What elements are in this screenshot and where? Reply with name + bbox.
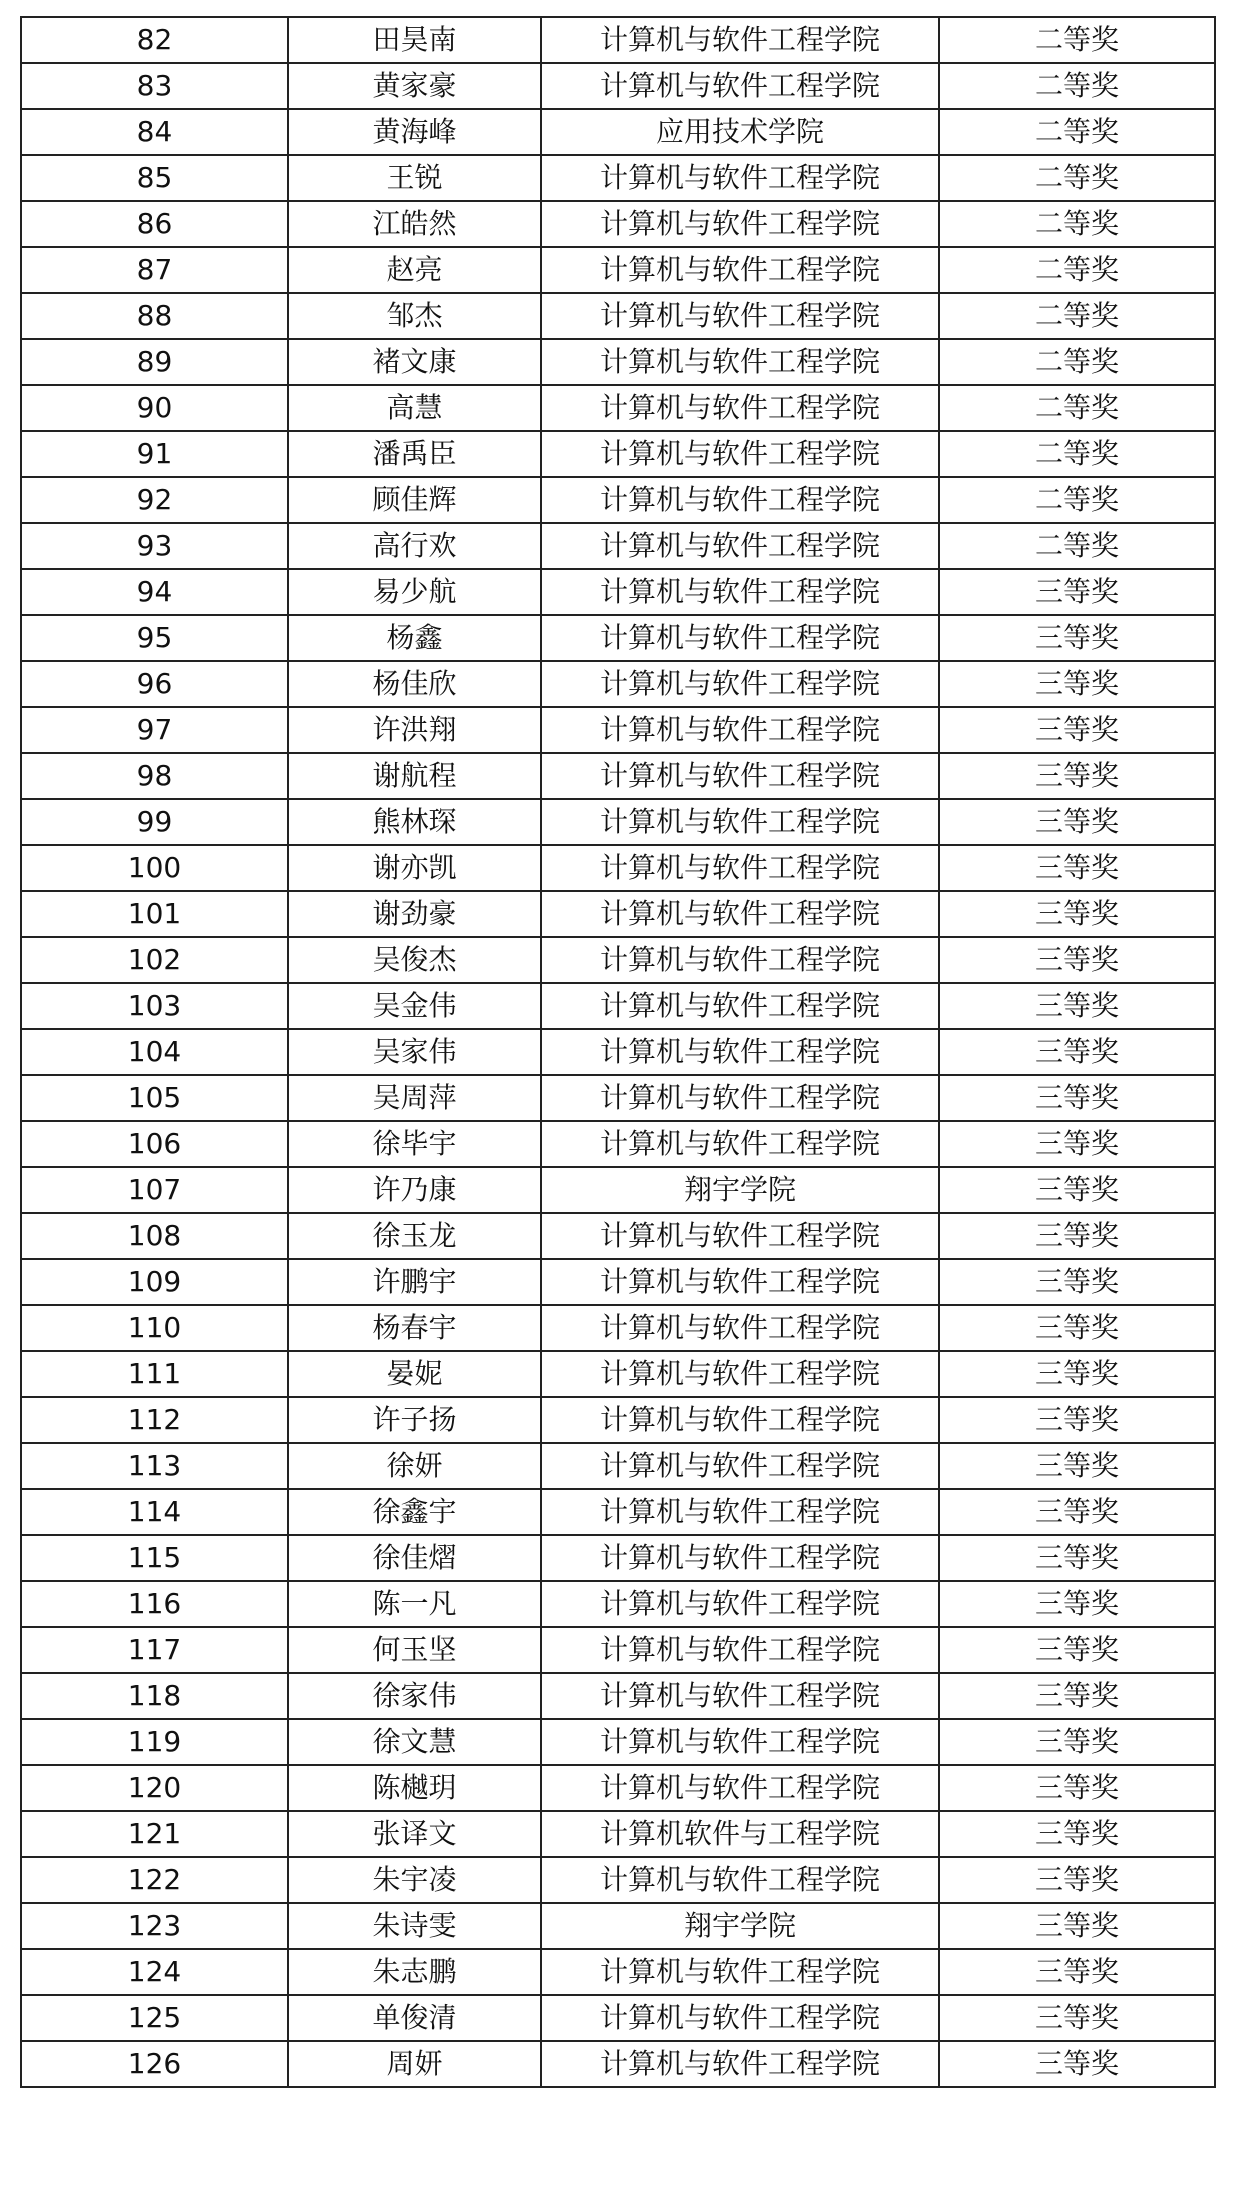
row-number-cell: 119 bbox=[21, 1719, 288, 1765]
award-level-cell: 二等奖 bbox=[939, 477, 1215, 523]
table-row bbox=[21, 1719, 1215, 1765]
award-level-cell: 二等奖 bbox=[939, 201, 1215, 247]
college-cell: 计算机与软件工程学院 bbox=[541, 1075, 939, 1121]
college-cell: 计算机与软件工程学院 bbox=[541, 247, 939, 293]
table-row bbox=[21, 1121, 1215, 1167]
college-cell: 计算机与软件工程学院 bbox=[541, 339, 939, 385]
award-level-cell: 二等奖 bbox=[939, 523, 1215, 569]
college-cell: 翔宇学院 bbox=[541, 1167, 939, 1213]
student-name-cell: 陈樾玥 bbox=[288, 1765, 541, 1811]
row-number-cell: 94 bbox=[21, 569, 288, 615]
college-cell: 应用技术学院 bbox=[541, 109, 939, 155]
student-name-cell: 吴周萍 bbox=[288, 1075, 541, 1121]
award-level-cell: 三等奖 bbox=[939, 1443, 1215, 1489]
table-row bbox=[21, 1259, 1215, 1305]
student-name-cell: 杨佳欣 bbox=[288, 661, 541, 707]
table-row bbox=[21, 477, 1215, 523]
row-number-cell: 113 bbox=[21, 1443, 288, 1489]
student-name-cell: 黄家豪 bbox=[288, 63, 541, 109]
college-cell: 计算机与软件工程学院 bbox=[541, 983, 939, 1029]
row-number-cell: 85 bbox=[21, 155, 288, 201]
college-cell: 计算机与软件工程学院 bbox=[541, 1397, 939, 1443]
table-row bbox=[21, 1167, 1215, 1213]
student-name-cell: 徐佳熠 bbox=[288, 1535, 541, 1581]
row-number-cell: 118 bbox=[21, 1673, 288, 1719]
award-level-cell: 三等奖 bbox=[939, 1397, 1215, 1443]
student-name-cell: 许洪翔 bbox=[288, 707, 541, 753]
award-level-cell: 二等奖 bbox=[939, 385, 1215, 431]
college-cell: 计算机与软件工程学院 bbox=[541, 799, 939, 845]
college-cell: 计算机与软件工程学院 bbox=[541, 17, 939, 63]
award-level-cell: 三等奖 bbox=[939, 983, 1215, 1029]
table-row bbox=[21, 753, 1215, 799]
student-name-cell: 何玉坚 bbox=[288, 1627, 541, 1673]
award-level-cell: 三等奖 bbox=[939, 1535, 1215, 1581]
row-number-cell: 89 bbox=[21, 339, 288, 385]
award-level-cell: 三等奖 bbox=[939, 1719, 1215, 1765]
award-level-cell: 三等奖 bbox=[939, 1305, 1215, 1351]
student-name-cell: 朱宇凌 bbox=[288, 1857, 541, 1903]
row-number-cell: 124 bbox=[21, 1949, 288, 1995]
award-level-cell: 三等奖 bbox=[939, 1903, 1215, 1949]
student-name-cell: 许乃康 bbox=[288, 1167, 541, 1213]
award-level-cell: 三等奖 bbox=[939, 1765, 1215, 1811]
table-row bbox=[21, 1305, 1215, 1351]
table-row bbox=[21, 1581, 1215, 1627]
table-row bbox=[21, 1075, 1215, 1121]
student-name-cell: 徐文慧 bbox=[288, 1719, 541, 1765]
table-row bbox=[21, 1535, 1215, 1581]
row-number-cell: 101 bbox=[21, 891, 288, 937]
student-name-cell: 周妍 bbox=[288, 2041, 541, 2087]
row-number-cell: 84 bbox=[21, 109, 288, 155]
college-cell: 翔宇学院 bbox=[541, 1903, 939, 1949]
college-cell: 计算机与软件工程学院 bbox=[541, 1121, 939, 1167]
award-level-cell: 三等奖 bbox=[939, 937, 1215, 983]
award-level-cell: 二等奖 bbox=[939, 431, 1215, 477]
row-number-cell: 121 bbox=[21, 1811, 288, 1857]
table-row bbox=[21, 707, 1215, 753]
row-number-cell: 108 bbox=[21, 1213, 288, 1259]
college-cell: 计算机与软件工程学院 bbox=[541, 1949, 939, 1995]
table-row bbox=[21, 983, 1215, 1029]
table-row bbox=[21, 1811, 1215, 1857]
award-level-cell: 三等奖 bbox=[939, 1213, 1215, 1259]
student-name-cell: 许鹏宇 bbox=[288, 1259, 541, 1305]
row-number-cell: 115 bbox=[21, 1535, 288, 1581]
award-level-cell: 三等奖 bbox=[939, 661, 1215, 707]
student-name-cell: 徐玉龙 bbox=[288, 1213, 541, 1259]
college-cell: 计算机与软件工程学院 bbox=[541, 293, 939, 339]
student-name-cell: 朱诗雯 bbox=[288, 1903, 541, 1949]
table-row bbox=[21, 155, 1215, 201]
row-number-cell: 116 bbox=[21, 1581, 288, 1627]
row-number-cell: 93 bbox=[21, 523, 288, 569]
award-level-cell: 二等奖 bbox=[939, 17, 1215, 63]
college-cell: 计算机与软件工程学院 bbox=[541, 201, 939, 247]
award-level-cell: 三等奖 bbox=[939, 1075, 1215, 1121]
table-row bbox=[21, 1857, 1215, 1903]
table-row bbox=[21, 1765, 1215, 1811]
student-name-cell: 杨春宇 bbox=[288, 1305, 541, 1351]
table-row bbox=[21, 937, 1215, 983]
college-cell: 计算机与软件工程学院 bbox=[541, 661, 939, 707]
row-number-cell: 106 bbox=[21, 1121, 288, 1167]
row-number-cell: 117 bbox=[21, 1627, 288, 1673]
award-level-cell: 三等奖 bbox=[939, 1351, 1215, 1397]
row-number-cell: 120 bbox=[21, 1765, 288, 1811]
college-cell: 计算机与软件工程学院 bbox=[541, 1673, 939, 1719]
table-row bbox=[21, 1443, 1215, 1489]
student-name-cell: 许子扬 bbox=[288, 1397, 541, 1443]
award-level-cell: 三等奖 bbox=[939, 1673, 1215, 1719]
table-row bbox=[21, 1627, 1215, 1673]
college-cell: 计算机与软件工程学院 bbox=[541, 1995, 939, 2041]
college-cell: 计算机与软件工程学院 bbox=[541, 1581, 939, 1627]
college-cell: 计算机与软件工程学院 bbox=[541, 1443, 939, 1489]
table-row bbox=[21, 523, 1215, 569]
college-cell: 计算机与软件工程学院 bbox=[541, 753, 939, 799]
table-row bbox=[21, 1995, 1215, 2041]
student-name-cell: 谢航程 bbox=[288, 753, 541, 799]
student-name-cell: 高慧 bbox=[288, 385, 541, 431]
college-cell: 计算机与软件工程学院 bbox=[541, 845, 939, 891]
row-number-cell: 102 bbox=[21, 937, 288, 983]
college-cell: 计算机与软件工程学院 bbox=[541, 1029, 939, 1075]
student-name-cell: 邹杰 bbox=[288, 293, 541, 339]
table-row bbox=[21, 615, 1215, 661]
award-level-cell: 二等奖 bbox=[939, 339, 1215, 385]
table-row bbox=[21, 1949, 1215, 1995]
student-name-cell: 褚文康 bbox=[288, 339, 541, 385]
row-number-cell: 104 bbox=[21, 1029, 288, 1075]
row-number-cell: 100 bbox=[21, 845, 288, 891]
table-row bbox=[21, 1489, 1215, 1535]
row-number-cell: 112 bbox=[21, 1397, 288, 1443]
student-name-cell: 徐鑫宇 bbox=[288, 1489, 541, 1535]
award-level-cell: 三等奖 bbox=[939, 1489, 1215, 1535]
award-level-cell: 三等奖 bbox=[939, 1811, 1215, 1857]
college-cell: 计算机与软件工程学院 bbox=[541, 1213, 939, 1259]
table-row bbox=[21, 845, 1215, 891]
table-row bbox=[21, 1213, 1215, 1259]
award-level-cell: 三等奖 bbox=[939, 1121, 1215, 1167]
college-cell: 计算机与软件工程学院 bbox=[541, 1857, 939, 1903]
college-cell: 计算机与软件工程学院 bbox=[541, 1259, 939, 1305]
college-cell: 计算机与软件工程学院 bbox=[541, 431, 939, 477]
row-number-cell: 92 bbox=[21, 477, 288, 523]
award-level-cell: 三等奖 bbox=[939, 1627, 1215, 1673]
row-number-cell: 82 bbox=[21, 17, 288, 63]
table-row bbox=[21, 201, 1215, 247]
award-level-cell: 三等奖 bbox=[939, 1949, 1215, 1995]
student-name-cell: 吴家伟 bbox=[288, 1029, 541, 1075]
award-level-cell: 三等奖 bbox=[939, 1581, 1215, 1627]
row-number-cell: 122 bbox=[21, 1857, 288, 1903]
row-number-cell: 99 bbox=[21, 799, 288, 845]
row-number-cell: 95 bbox=[21, 615, 288, 661]
student-name-cell: 谢劲豪 bbox=[288, 891, 541, 937]
row-number-cell: 96 bbox=[21, 661, 288, 707]
award-level-cell: 二等奖 bbox=[939, 247, 1215, 293]
student-name-cell: 潘禹臣 bbox=[288, 431, 541, 477]
table-row bbox=[21, 17, 1215, 63]
student-name-cell: 朱志鹏 bbox=[288, 1949, 541, 1995]
college-cell: 计算机与软件工程学院 bbox=[541, 1305, 939, 1351]
award-level-cell: 三等奖 bbox=[939, 753, 1215, 799]
student-name-cell: 单俊清 bbox=[288, 1995, 541, 2041]
student-name-cell: 王锐 bbox=[288, 155, 541, 201]
student-name-cell: 田昊南 bbox=[288, 17, 541, 63]
award-level-cell: 三等奖 bbox=[939, 707, 1215, 753]
award-level-cell: 三等奖 bbox=[939, 615, 1215, 661]
row-number-cell: 98 bbox=[21, 753, 288, 799]
student-name-cell: 熊林琛 bbox=[288, 799, 541, 845]
college-cell: 计算机与软件工程学院 bbox=[541, 937, 939, 983]
table-row bbox=[21, 109, 1215, 155]
row-number-cell: 111 bbox=[21, 1351, 288, 1397]
college-cell: 计算机与软件工程学院 bbox=[541, 569, 939, 615]
table-row bbox=[21, 799, 1215, 845]
row-number-cell: 125 bbox=[21, 1995, 288, 2041]
row-number-cell: 97 bbox=[21, 707, 288, 753]
college-cell: 计算机与软件工程学院 bbox=[541, 891, 939, 937]
row-number-cell: 91 bbox=[21, 431, 288, 477]
college-cell: 计算机与软件工程学院 bbox=[541, 477, 939, 523]
college-cell: 计算机与软件工程学院 bbox=[541, 1627, 939, 1673]
award-level-cell: 三等奖 bbox=[939, 1857, 1215, 1903]
student-name-cell: 顾佳辉 bbox=[288, 477, 541, 523]
row-number-cell: 110 bbox=[21, 1305, 288, 1351]
student-name-cell: 杨鑫 bbox=[288, 615, 541, 661]
award-level-cell: 三等奖 bbox=[939, 1259, 1215, 1305]
college-cell: 计算机与软件工程学院 bbox=[541, 385, 939, 431]
student-name-cell: 赵亮 bbox=[288, 247, 541, 293]
row-number-cell: 83 bbox=[21, 63, 288, 109]
college-cell: 计算机与软件工程学院 bbox=[541, 1719, 939, 1765]
college-cell: 计算机与软件工程学院 bbox=[541, 707, 939, 753]
award-level-cell: 二等奖 bbox=[939, 293, 1215, 339]
table-row bbox=[21, 661, 1215, 707]
table-row bbox=[21, 2041, 1215, 2087]
college-cell: 计算机与软件工程学院 bbox=[541, 1535, 939, 1581]
award-level-cell: 三等奖 bbox=[939, 2041, 1215, 2087]
college-cell: 计算机与软件工程学院 bbox=[541, 1489, 939, 1535]
table-row bbox=[21, 385, 1215, 431]
table-row bbox=[21, 431, 1215, 477]
student-name-cell: 徐毕宇 bbox=[288, 1121, 541, 1167]
college-cell: 计算机与软件工程学院 bbox=[541, 155, 939, 201]
table-row bbox=[21, 1673, 1215, 1719]
table-row bbox=[21, 1903, 1215, 1949]
row-number-cell: 107 bbox=[21, 1167, 288, 1213]
student-name-cell: 吴金伟 bbox=[288, 983, 541, 1029]
row-number-cell: 86 bbox=[21, 201, 288, 247]
table-row bbox=[21, 891, 1215, 937]
college-cell: 计算机软件与工程学院 bbox=[541, 1811, 939, 1857]
row-number-cell: 103 bbox=[21, 983, 288, 1029]
college-cell: 计算机与软件工程学院 bbox=[541, 2041, 939, 2087]
row-number-cell: 109 bbox=[21, 1259, 288, 1305]
row-number-cell: 105 bbox=[21, 1075, 288, 1121]
student-name-cell: 陈一凡 bbox=[288, 1581, 541, 1627]
award-level-cell: 三等奖 bbox=[939, 569, 1215, 615]
table-row bbox=[21, 339, 1215, 385]
table-row bbox=[21, 63, 1215, 109]
award-level-cell: 三等奖 bbox=[939, 1029, 1215, 1075]
row-number-cell: 90 bbox=[21, 385, 288, 431]
award-table bbox=[20, 16, 1216, 2088]
student-name-cell: 黄海峰 bbox=[288, 109, 541, 155]
award-level-cell: 二等奖 bbox=[939, 155, 1215, 201]
row-number-cell: 114 bbox=[21, 1489, 288, 1535]
award-level-cell: 三等奖 bbox=[939, 799, 1215, 845]
college-cell: 计算机与软件工程学院 bbox=[541, 1351, 939, 1397]
table-row bbox=[21, 1351, 1215, 1397]
row-number-cell: 123 bbox=[21, 1903, 288, 1949]
college-cell: 计算机与软件工程学院 bbox=[541, 63, 939, 109]
student-name-cell: 张译文 bbox=[288, 1811, 541, 1857]
student-name-cell: 易少航 bbox=[288, 569, 541, 615]
college-cell: 计算机与软件工程学院 bbox=[541, 523, 939, 569]
award-level-cell: 三等奖 bbox=[939, 1167, 1215, 1213]
table-row bbox=[21, 247, 1215, 293]
student-name-cell: 谢亦凯 bbox=[288, 845, 541, 891]
student-name-cell: 晏妮 bbox=[288, 1351, 541, 1397]
student-name-cell: 吴俊杰 bbox=[288, 937, 541, 983]
table-row bbox=[21, 1029, 1215, 1075]
award-level-cell: 三等奖 bbox=[939, 1995, 1215, 2041]
award-level-cell: 二等奖 bbox=[939, 63, 1215, 109]
student-name-cell: 徐妍 bbox=[288, 1443, 541, 1489]
row-number-cell: 126 bbox=[21, 2041, 288, 2087]
award-level-cell: 二等奖 bbox=[939, 109, 1215, 155]
award-table-body bbox=[21, 17, 1215, 2087]
table-row bbox=[21, 1397, 1215, 1443]
row-number-cell: 87 bbox=[21, 247, 288, 293]
college-cell: 计算机与软件工程学院 bbox=[541, 615, 939, 661]
college-cell: 计算机与软件工程学院 bbox=[541, 1765, 939, 1811]
row-number-cell: 88 bbox=[21, 293, 288, 339]
award-level-cell: 三等奖 bbox=[939, 845, 1215, 891]
student-name-cell: 高行欢 bbox=[288, 523, 541, 569]
student-name-cell: 江皓然 bbox=[288, 201, 541, 247]
table-row bbox=[21, 569, 1215, 615]
award-level-cell: 三等奖 bbox=[939, 891, 1215, 937]
student-name-cell: 徐家伟 bbox=[288, 1673, 541, 1719]
table-row bbox=[21, 293, 1215, 339]
